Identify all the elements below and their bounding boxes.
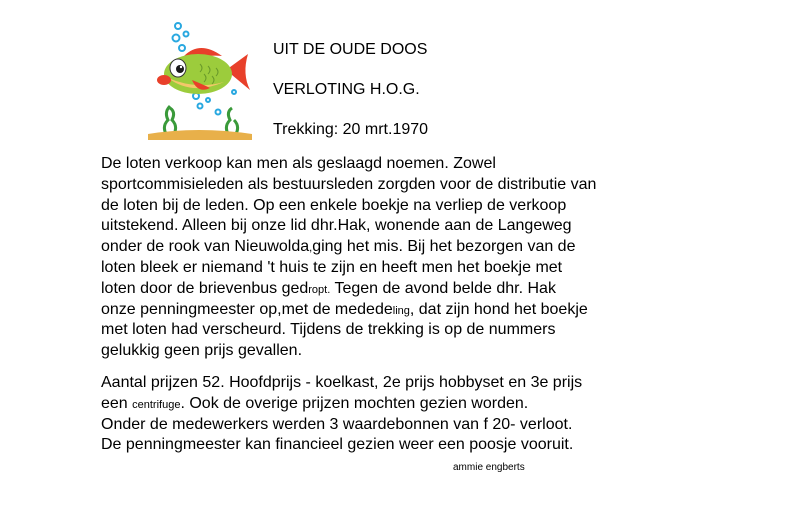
paragraph-line (101, 216, 596, 237)
paragraph-1 (101, 154, 596, 362)
fish-icon (138, 22, 256, 142)
text-fragment: loten door de brievenbus ged (101, 279, 309, 297)
text-fragment-small: ropt. (308, 283, 331, 296)
text-fragment: een (101, 394, 133, 412)
paragraph-line (101, 300, 596, 321)
paragraph-line: Aantal prijzen 52. Hoofdprijs - koelkast, 2e prijs hobbyset en 3e prijs (101, 374, 583, 391)
text-fragment: eweg (533, 217, 572, 235)
text-fragment-small: centrifuge (132, 398, 181, 411)
text-fragment-small: , (309, 242, 313, 255)
paragraph-line: gelukkig geen prijs gevallen. (101, 342, 303, 360)
text-fragment: , dat zijn hond het boekje (409, 300, 588, 318)
paragraph-line: De penningmeester kan financieel gezien weer een poosje vooruit. (101, 436, 574, 454)
paragraph-line: met loten had verscheurd. Tijdens de trekking is op de nummers (101, 321, 556, 339)
paragraph-line: Onder de medewerkers werden 3 waardebonnen van f 20- verloot. (101, 415, 573, 433)
text-fragment: onze penningmeester op,met de medede (101, 300, 393, 318)
text-fragment: ging het mis. Bij het bezorgen van de (312, 238, 576, 256)
paragraph-line: de loten bij de leden. Op een enkele boekje na verliep de verkoop (101, 196, 567, 214)
text-fragment: Tegen de avond belde dhr. Hak (330, 279, 556, 297)
author-signature: ammie engberts (453, 462, 525, 473)
paragraph-line: De loten verkoop kan men als geslaagd noemen. Zowel (101, 155, 496, 172)
text-fragment-small: ling (392, 304, 410, 317)
fish-clipart (138, 22, 256, 142)
text-fragment: onder de rook van Nieuwolda (101, 238, 310, 256)
paragraph-line: sportcommisieleden als bestuursleden zorgden voor de distributie van (101, 175, 597, 193)
header-date: Trekking: 20 mrt.1970 (273, 121, 429, 138)
header-title: UIT DE OUDE DOOS (273, 41, 428, 58)
header-subtitle: VERLOTING H.O.G. (273, 81, 420, 98)
paragraph-line: loten bleek er niemand 't huis te zijn en heeft men het boekje met (101, 258, 563, 276)
paragraph-2 (101, 373, 582, 456)
paragraph-line (101, 279, 596, 300)
text-fragment: uitstekend. Alleen bij onze lid dhr.Hak, wonende aan de Lang (101, 217, 534, 235)
paragraph-line (101, 394, 582, 415)
paragraph-line (101, 237, 596, 258)
text-fragment: . Ook de overige prijzen mochten gezien worden. (180, 394, 529, 412)
